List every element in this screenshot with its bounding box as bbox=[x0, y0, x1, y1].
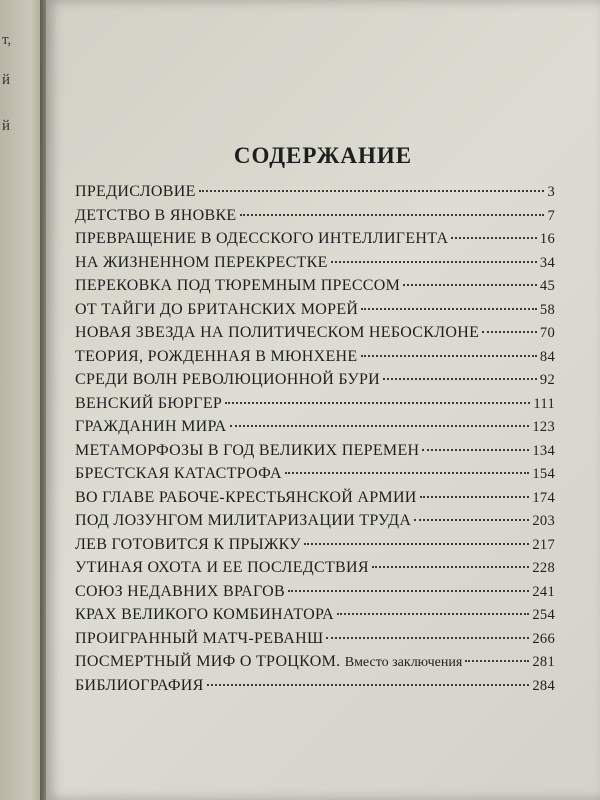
dot-leader bbox=[422, 449, 529, 451]
dot-leader bbox=[420, 496, 530, 498]
toc-entry-title-text: НОВАЯ ЗВЕЗДА НА ПОЛИТИЧЕСКОМ НЕБОСКЛОНЕ bbox=[75, 324, 480, 341]
dot-leader bbox=[225, 402, 530, 404]
toc-entry-page-number: 3 bbox=[547, 184, 555, 200]
toc-entry-title-text: СОЮЗ НЕДАВНИХ ВРАГОВ bbox=[75, 582, 285, 600]
toc-entry bbox=[75, 627, 555, 651]
adjacent-page-fragment: т, bbox=[2, 32, 12, 48]
toc-entry bbox=[75, 415, 555, 439]
toc-entry bbox=[75, 368, 555, 392]
dot-leader bbox=[326, 637, 529, 639]
toc-entry bbox=[75, 274, 555, 298]
dot-leader bbox=[207, 684, 530, 686]
toc-entry-title bbox=[75, 603, 334, 627]
toc-entry-page-number: 92 bbox=[539, 372, 555, 388]
toc-entry bbox=[75, 345, 555, 369]
toc-entry-page-number: 7 bbox=[547, 207, 555, 224]
toc-entry-title-text: СРЕДИ ВОЛН РЕВОЛЮЦИОННОЙ БУРИ bbox=[75, 371, 381, 388]
toc-entry bbox=[75, 392, 555, 416]
toc-entry-title bbox=[75, 321, 479, 345]
toc-entry-page-number: 266 bbox=[532, 630, 555, 647]
toc-entry-title bbox=[75, 345, 358, 369]
toc-entry bbox=[75, 298, 555, 322]
toc-entry bbox=[75, 603, 555, 627]
toc-entry-page-number: 284 bbox=[532, 677, 555, 694]
toc-entry bbox=[75, 580, 555, 604]
toc-entry-page-number: 203 bbox=[532, 513, 555, 529]
toc-entry bbox=[75, 251, 555, 275]
toc-entry-title-text: ВЕНСКИЙ БЮРГЕР bbox=[75, 394, 223, 412]
dot-leader bbox=[414, 519, 529, 521]
dot-leader bbox=[361, 355, 537, 357]
toc-entry-page-number: 45 bbox=[539, 278, 555, 294]
dot-leader bbox=[285, 472, 529, 474]
toc-entry-title bbox=[75, 274, 400, 298]
toc-entry-title bbox=[75, 509, 411, 533]
toc-entry-title-text: БИБЛИОГРАФИЯ bbox=[75, 676, 204, 694]
toc-entry bbox=[75, 509, 555, 533]
toc-entry-page-number: 84 bbox=[539, 348, 555, 365]
dot-leader bbox=[383, 378, 537, 380]
dot-leader bbox=[331, 261, 537, 263]
toc-entry-title-text: БРЕСТСКАЯ КАТАСТРОФА bbox=[75, 465, 282, 482]
toc-entry-subtitle: Вместо заключения bbox=[344, 655, 463, 670]
toc-entry bbox=[75, 180, 555, 204]
toc-entry-title bbox=[75, 674, 204, 698]
toc-entry-title bbox=[75, 439, 419, 463]
book-page bbox=[46, 0, 600, 800]
toc-entry-title-text: ПЕРЕКОВКА ПОД ТЮРЕМНЫМ ПРЕССОМ bbox=[75, 277, 401, 294]
toc-entry-title bbox=[75, 627, 323, 651]
toc-entry-title bbox=[75, 650, 462, 675]
toc-entry bbox=[75, 674, 555, 698]
toc-entry-title-text: ПРЕВРАЩЕНИЕ В ОДЕССКОГО ИНТЕЛЛИГЕНТА bbox=[75, 230, 449, 247]
toc-entry-page-number: 281 bbox=[532, 654, 555, 670]
toc-entry-title-text: ДЕТСТВО В ЯНОВКЕ bbox=[75, 206, 237, 224]
toc-entry-title bbox=[75, 298, 358, 322]
toc-entry bbox=[75, 650, 555, 674]
toc-entry-title-text: ПРОИГРАННЫЙ МАТЧ-РЕВАНШ bbox=[75, 629, 324, 647]
toc-entry-title-text: ЛЕВ ГОТОВИТСЯ К ПРЫЖКУ bbox=[75, 535, 301, 553]
dot-leader bbox=[361, 308, 537, 310]
adjacent-page-edge bbox=[0, 0, 44, 800]
toc-entry-page-number: 217 bbox=[532, 536, 555, 553]
dot-leader bbox=[403, 284, 537, 286]
toc-entry-title bbox=[75, 180, 196, 204]
toc-entry bbox=[75, 439, 555, 463]
toc-entry-title bbox=[75, 204, 237, 228]
dot-leader bbox=[465, 660, 529, 662]
toc-entry-title bbox=[75, 556, 369, 580]
adjacent-page-fragment: й bbox=[2, 72, 11, 88]
dot-leader bbox=[482, 331, 537, 333]
toc-entry-page-number: 16 bbox=[539, 231, 555, 247]
dot-leader bbox=[451, 237, 536, 239]
table-of-contents bbox=[75, 180, 555, 697]
toc-entry-title-text: ПРЕДИСЛОВИЕ bbox=[75, 183, 196, 200]
dot-leader bbox=[337, 613, 529, 615]
toc-entry-title bbox=[75, 486, 417, 510]
dot-leader bbox=[372, 566, 530, 568]
toc-entry-title-text: ОТ ТАЙГИ ДО БРИТАНСКИХ МОРЕЙ bbox=[75, 300, 359, 318]
toc-entry bbox=[75, 556, 555, 580]
toc-entry bbox=[75, 227, 555, 251]
toc-entry-title-text: ПОД ЛОЗУНГОМ МИЛИТАРИЗАЦИИ ТРУДА bbox=[75, 512, 412, 529]
toc-entry-title-text: МЕТАМОРФОЗЫ В ГОД ВЕЛИКИХ ПЕРЕМЕН bbox=[75, 441, 420, 459]
dot-leader bbox=[199, 190, 545, 192]
dot-leader bbox=[240, 214, 545, 216]
toc-entry-title-text: ВО ГЛАВЕ РАБОЧЕ-КРЕСТЬЯНСКОЙ АРМИИ bbox=[75, 488, 417, 506]
toc-entry bbox=[75, 462, 555, 486]
toc-entry-page-number: 241 bbox=[532, 583, 555, 600]
toc-entry-title-text: УТИНАЯ ОХОТА И ЕЕ ПОСЛЕДСТВИЯ bbox=[75, 559, 369, 576]
toc-entry-page-number: 70 bbox=[539, 325, 555, 341]
toc-entry-page-number: 174 bbox=[532, 489, 555, 506]
toc-entry-page-number: 111 bbox=[533, 395, 555, 412]
toc-entry-title bbox=[75, 368, 380, 392]
toc-entry bbox=[75, 321, 555, 345]
page-title: СОДЕРЖАНИЕ bbox=[233, 143, 413, 168]
toc-entry-title-text: НА ЖИЗНЕННОМ ПЕРЕКРЕСТКЕ bbox=[75, 253, 328, 271]
toc-entry-title-text: ТЕОРИЯ, РОЖДЕННАЯ В МЮНХЕНЕ bbox=[75, 347, 358, 365]
dot-leader bbox=[288, 590, 529, 592]
toc-entry-title bbox=[75, 415, 227, 439]
toc-entry bbox=[75, 486, 555, 510]
toc-entry-page-number: 134 bbox=[532, 442, 555, 459]
toc-entry-page-number: 34 bbox=[539, 254, 555, 271]
toc-entry-page-number: 58 bbox=[539, 301, 555, 318]
toc-entry-title-text: КРАХ ВЕЛИКОГО КОМБИНАТОРА bbox=[75, 606, 335, 623]
dot-leader bbox=[304, 543, 529, 545]
toc-entry-title bbox=[75, 462, 282, 486]
toc-entry-title bbox=[75, 392, 222, 416]
toc-entry-title bbox=[75, 533, 301, 557]
toc-entry-page-number: 154 bbox=[532, 466, 555, 482]
adjacent-page-fragment: й bbox=[2, 118, 11, 134]
toc-entry-title-text: ПОСМЕРТНЫЙ МИФ О ТРОЦКОМ. bbox=[75, 653, 341, 670]
toc-entry-title-text: ГРАЖДАНИН МИРА bbox=[75, 418, 227, 435]
toc-entry-page-number: 228 bbox=[532, 560, 555, 576]
toc-entry-title bbox=[75, 580, 285, 604]
toc-entry bbox=[75, 204, 555, 228]
toc-entry-page-number: 123 bbox=[532, 419, 555, 435]
toc-entry-title bbox=[75, 227, 448, 251]
toc-entry-page-number: 254 bbox=[532, 607, 555, 623]
dot-leader bbox=[230, 425, 530, 427]
toc-entry bbox=[75, 533, 555, 557]
toc-entry-title bbox=[75, 251, 328, 275]
